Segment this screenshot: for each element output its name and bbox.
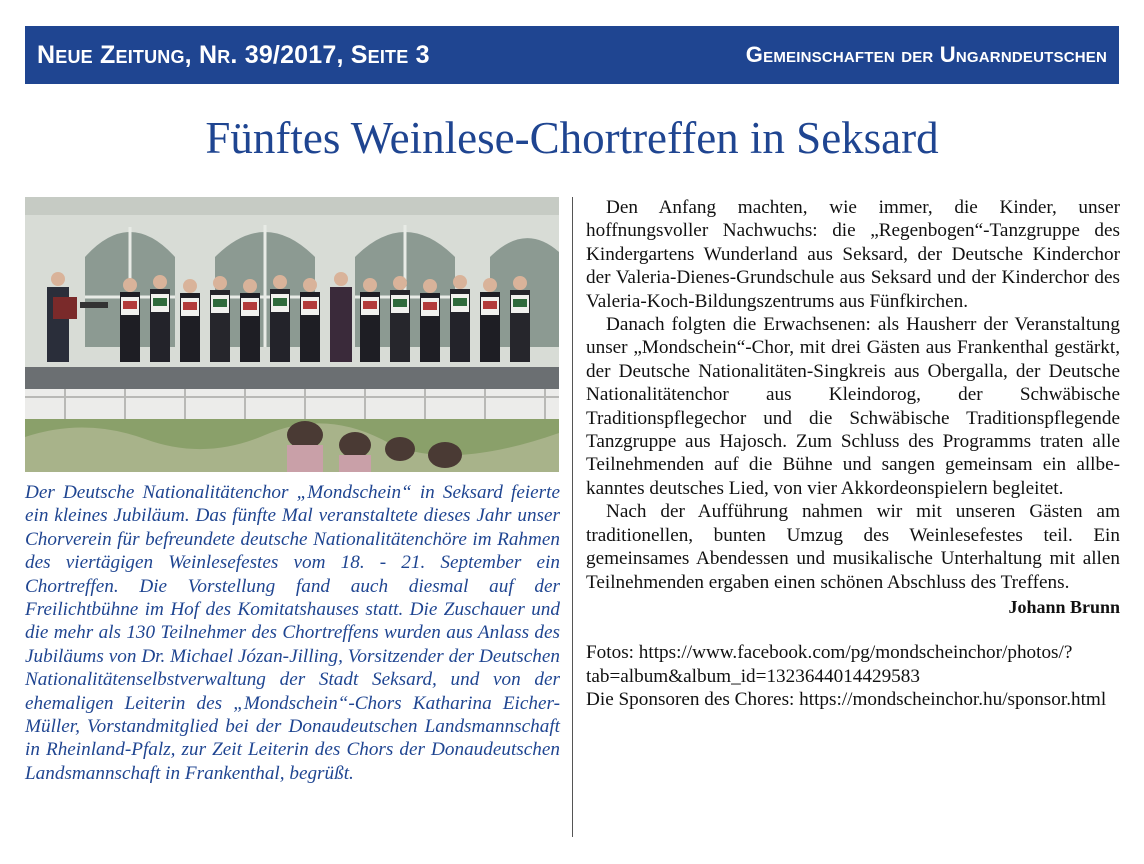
header-section: Gemeinschaften der Ungarndeutschen: [745, 42, 1107, 67]
author-name: Johann Brunn: [1008, 596, 1120, 617]
photo-caption: Der Deutsche Nationalitätenchor „Mondschein“ in Seksard feierte ein kleines Jubiläum. Das fünfte Mal veranstaltete dieses Jahr unser Chorverein für befreundete deutsche Nationalitätenchöre im Rahmen des viertägigen Weinlesefestes vom 18. - 21. September ein Chortreffen. Die Vorstellung fand auch diesmal auf der Freilichtbühne im Hof des Komitatshauses statt. Die Zuschauer und die mehr als 130 Teilnehmer des Chortreffens wurden aus Anlass des Jubiläums von Dr. Michael Józan-Jilling, Vorsitzender der Deutschen Nationalitätenselbstverwaltung der Stadt Seksard, und von der ehemaligen Leiterin des „Mondschein“-Chors Katharina Eicher-Müller, Vorstandmitglied bei der Donaudeutschen Landsmannschaft in Rheinland-Pfalz, zur Zeit Leiterin des Chors der Donaudeutschen Landsmannschaft in Frankenthal, begrüßt.: [25, 482, 560, 784]
article-paragraph: Danach folgten die Erwachsenen: als Hausherr der Veranstaltung unser „Mondschein“-Chor, mit drei Gästen aus Frankenthal gestärkt, der Deutsche Nationalitäten-Singkreis aus Obergalla, der Deutsche Nationalitätenchor aus Kleindorog, der Schwäbische Traditionspflegechor und die Schwäbische Traditionspflegende Tanzgruppe aus Hajosch. Zum Schluss des Programms traten alle Teilnehmenden auf die Bühne und sangen gemeinsam ein allbekanntes deutsches Lied, von vier Akkordeonspielern begleitet.: [586, 314, 1120, 499]
page-header: [25, 26, 1119, 84]
photo-credit-link: Fotos: https://www.facebook.com/pg/mondscheinchor/photos/?tab=album&album_id=1323644014429583: [586, 642, 1073, 687]
choir-photo: [25, 197, 559, 472]
choir-photo-illustration: [25, 197, 559, 472]
article-body: [586, 196, 1120, 712]
column-divider: [572, 197, 573, 837]
article-title: Fünftes Weinlese-Chortreffen in Seksard: [205, 113, 939, 163]
article-paragraph: Nach der Aufführung nahmen wir mit unseren Gästen am traditionellen, bunten Umzug des Weinlesefestes teil. Ein gemeinsames Abendessen und musikalische Unterhaltung mit allen Teilnehmenden ergaben einen schönen Abschluss des Treffens.: [586, 501, 1120, 593]
header-issue: Neue Zeitung, Nr. 39/2017, Seite 3: [37, 40, 430, 69]
article-paragraph: Den Anfang machten, wie immer, die Kinder, unser hoffnungsvoller Nachwuchs: die „Regenbogen“-Tanzgruppe des Kindergartens Wunderland aus Seksard, der Deutsche Kinderchor der Valeria-Dienes-Grundschule aus Seksard und der Kinderchor des Valeria-Koch-Bildungszentrums aus Fünfkirchen.: [586, 197, 1120, 312]
sponsors-link: Die Sponsoren des Chores: https://mondscheinchor.hu/sponsor.html: [586, 689, 1107, 711]
